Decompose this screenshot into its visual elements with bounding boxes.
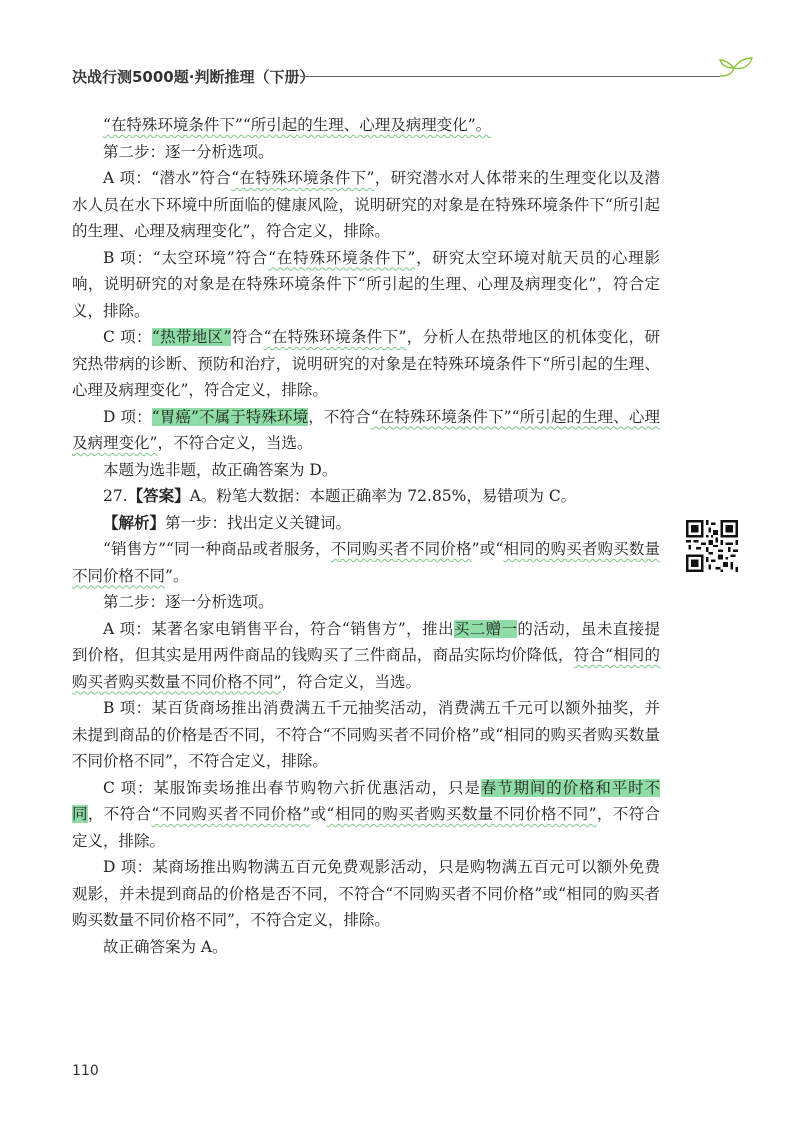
option-d-label: D 项：: [103, 407, 152, 426]
analysis-label: 【解析】: [103, 512, 166, 532]
qr-code-icon[interactable]: [686, 520, 738, 572]
header-title: 决战行测5000题·判断推理（下册）: [72, 68, 315, 86]
paragraph-option-b-27: B 项：某百货商场推出消费满五千元抽奖活动，消费满五千元可以额外抽奖，并未提到商品的价格是否不同，不符合“不同购买者不同价格”或“相同的购买者购买数量不同价格不同”，不符合定义，排除。: [72, 699, 660, 770]
option-c-label: C 项：: [103, 328, 152, 346]
option-a2-mid: 的活动，虽未直接提到价格，但其实是用两件商品的钱购买了三件商品，商品实际均价降低，: [72, 619, 660, 664]
sprout-icon: [718, 54, 758, 84]
option-c2-text: ，不符合定义，排除。: [72, 805, 660, 850]
option-a-underline: “在特殊环境条件下”: [231, 169, 375, 187]
option-c2-mid: ，不符合: [87, 805, 152, 823]
option-a2-highlight: 买二赠一: [453, 619, 518, 638]
keywords-underline-2: 相同的购买者购买数量不同价格不同: [72, 540, 660, 585]
option-c-underline: “在特殊环境条件下”: [263, 328, 407, 346]
paragraph-conclusion-26: 本题为选非题，故正确答案为 D。: [103, 460, 338, 479]
option-c2-highlight: 春节期间的价格和平时不同: [72, 778, 660, 823]
option-c2-underline-2: “相同的购买者购买数量不同价格不同”: [326, 805, 597, 823]
paragraph-option-d: [72, 404, 660, 457]
paragraph-keywords: [72, 536, 660, 589]
option-c2-underline-1: “不同购买者不同价格”: [151, 805, 311, 823]
paragraph-step2: 第二步：逐一分析选项。: [103, 142, 274, 161]
keywords-mid: ”或“: [471, 540, 504, 558]
paragraph-option-c: [72, 324, 660, 404]
keywords-pre: “销售方”“同一种商品或者服务，: [103, 540, 331, 558]
option-c2-or: 或: [310, 805, 327, 823]
keywords-text: “在特殊环境条件下”“所引起的生理、心理及病理变化”。: [103, 116, 492, 134]
paragraph-option-d-27: D 项：某商场推出购物满五百元免费观影活动，只是购物满五百元可以额外免费观影，并未提到商品的价格是否不同，不符合“不同购买者不同价格”或“相同的购买者购买数量不同价格不同”，不符合定义，排除。: [72, 858, 660, 929]
question-number: 27.: [103, 487, 128, 505]
option-c2-label: C 项：某服饰卖场推出春节购物六折优惠活动，只是: [103, 778, 481, 797]
option-d-text: ，不符合定义，当选。: [157, 434, 313, 452]
paragraph-keywords-tail: [72, 112, 660, 139]
paragraph-option-b: [72, 245, 660, 325]
paragraph-conclusion-27: 故正确答案为 A。: [103, 937, 228, 956]
option-a-label: A 项：“潜水”符合: [103, 169, 232, 187]
option-d-highlight: “胃癌”不属于特殊环境: [151, 407, 309, 426]
option-b-text: ，研究太空环境对航天员的心理影响，说明研究的对象是在特殊环境条件下“所引起的生理、心理及病理变化”，符合定义，排除。: [72, 248, 660, 320]
option-c-text: ，分析人在热带地区的机体变化，研究热带病的诊断、预防和治疗，说明研究的对象是在特殊环境条件下“所引起的生理、心理及病理变化”，符合定义，排除。: [72, 328, 660, 399]
keywords-underline-1: 不同购买者不同价格: [330, 540, 472, 558]
paragraph-option-c-27: [72, 775, 660, 855]
option-a2-label: A 项：某著名家电销售平台，符合“销售方”，推出: [103, 619, 454, 638]
page-number: 110: [72, 1063, 99, 1079]
answer-text: A。粉笔大数据：本题正确率为 72.85%，易错项为 C。: [189, 487, 577, 505]
analysis-text: 第一步：找出定义关键词。: [165, 513, 352, 532]
option-b-underline: “在特殊环境条件下”: [268, 248, 416, 267]
option-a2-underline: 符合“相同的购买者购买数量不同价格不同”: [72, 646, 660, 691]
paragraph-option-a-27: [72, 616, 660, 696]
option-b-label: B 项：“太空环境”符合: [103, 248, 269, 267]
keywords-post: ”。: [165, 566, 189, 585]
option-a-text: ，研究潜水对人体带来的生理变化以及潜水人员在水下环境中所面临的健康风险，说明研究的对象是在特殊环境条件下“所引起的生理、心理及病理变化”，符合定义，排除。: [72, 169, 660, 240]
page-content: [72, 112, 660, 960]
option-d-underline: “在特殊环境条件下”“所引起的生理、心理及病理变化”: [72, 407, 660, 452]
option-d-mid: ，不符合: [308, 407, 371, 426]
header-rule: [300, 76, 720, 77]
page-header: [72, 60, 752, 92]
paragraph-option-a: [72, 165, 660, 245]
option-a2-text: ，符合定义，当选。: [281, 672, 421, 691]
answer-label: 【答案】: [127, 486, 190, 505]
paragraph-answer-27: [72, 483, 660, 510]
paragraph-step2-27: 第二步：逐一分析选项。: [103, 593, 274, 611]
paragraph-analysis: [72, 510, 660, 537]
option-c-highlight: “热带地区”: [151, 328, 232, 346]
option-c-mid: 符合: [231, 328, 264, 346]
